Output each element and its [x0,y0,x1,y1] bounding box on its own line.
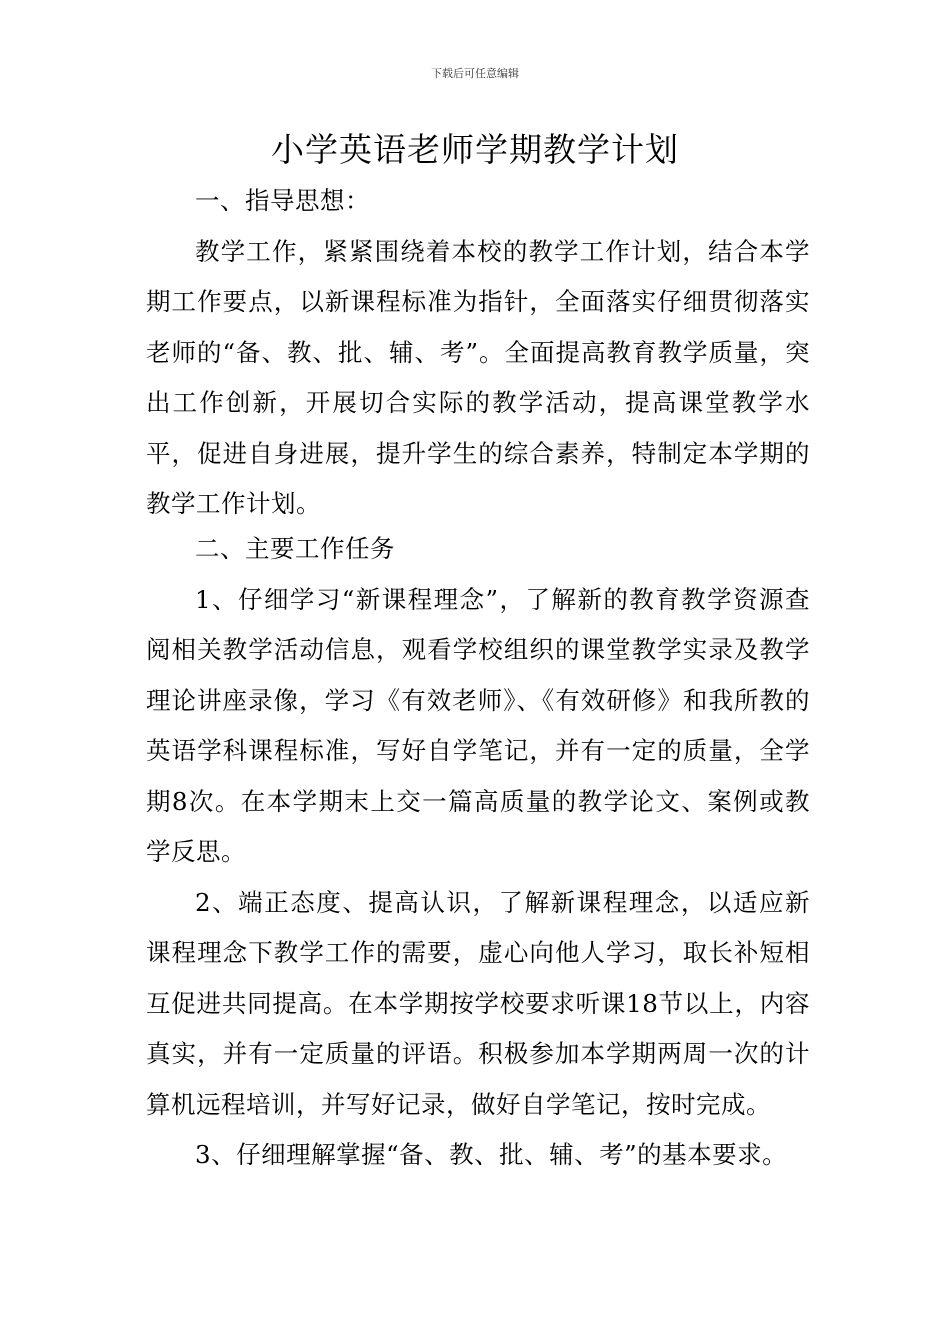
task-item-3: 3、仔细理解掌握“备、教、批、辅、考”的基本要求。 [195,1140,788,1169]
section-heading-2: 二、主要工作任务 [195,534,395,563]
section-guiding-ideology [146,176,810,530]
task-item-1: 1、仔细学习“新课程理念”，了解新的教育教学资源查阅相关教学活动信息，观看学校组织的课堂教学实录及教学理论讲座录像，学习《有效老师》、《有效研修》和我所教的英语学科课程标准，写好自学笔记，并有一定的质量，全学期8次。在本学期末上交一篇高质量的教学论文、案例或教学反思。 [146,584,810,866]
section-paragraph-1: 教学工作，紧紧围绕着本校的教学工作计划，结合本学期工作要点，以新课程标准为指针，全面落实仔细贯彻落实老师的“备、教、批、辅、考”。全面提高教育教学质量，突出工作创新，开展切合实际的教学活动，提高课堂教学水平，促进自身进展，提升学生的综合素养，特制定本学期的教学工作计划。 [146,236,810,518]
task-item-2: 2、端正态度、提高认识，了解新课程理念，以适应新课程理念下教学工作的需要，虚心向他人学习，取长补短相互促进共同提高。在本学期按学校要求听课18节以上，内容真实，并有一定质量的评语。积极参加本学期两周一次的计算机远程培训，并写好记录，做好自学笔记，按时完成。 [146,887,810,1119]
section-main-tasks [146,524,810,1181]
header-note: 下载后可任意编辑 [431,67,519,80]
section-heading-1: 一、指导思想： [195,186,370,215]
page-title: 小学英语老师学期教学计划 [271,130,679,169]
